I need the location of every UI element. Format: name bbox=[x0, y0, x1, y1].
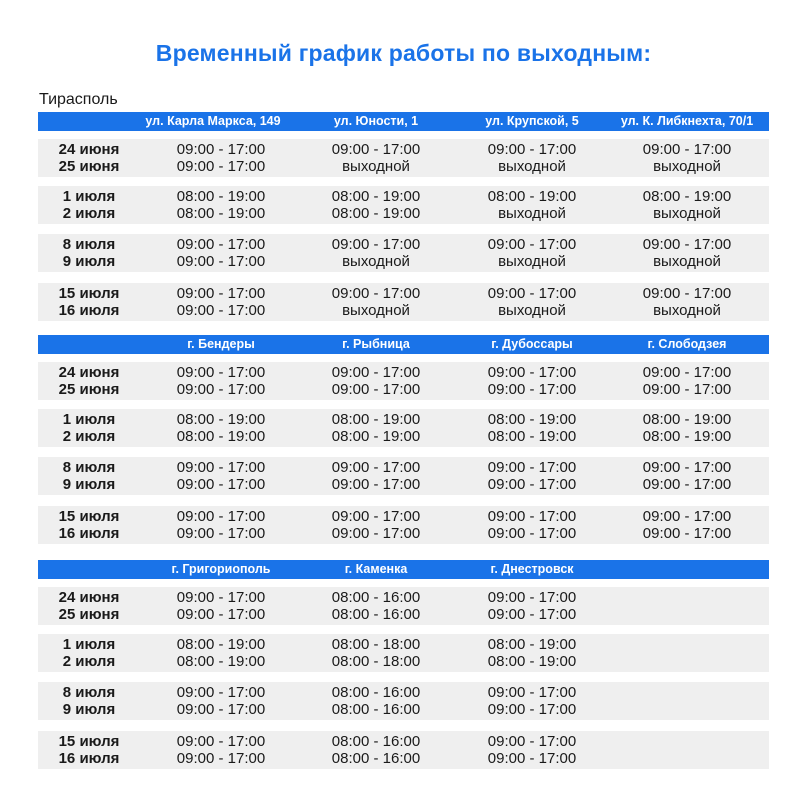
hours-value: 09:00 - 17:00 bbox=[331, 285, 421, 302]
hours-value: 09:00 - 17:00 bbox=[642, 381, 732, 398]
location-header: ул. Крупской, 5 bbox=[485, 114, 579, 128]
hours-value: выходной bbox=[653, 253, 721, 270]
hours-value: 08:00 - 16:00 bbox=[331, 606, 421, 623]
hours-value: 09:00 - 17:00 bbox=[176, 684, 266, 701]
hours-cell bbox=[457, 236, 607, 270]
hours-value: выходной bbox=[342, 253, 410, 270]
hours-value: 09:00 - 17:00 bbox=[176, 253, 266, 270]
location-header: г. Рыбница bbox=[342, 337, 410, 351]
date-label: 9 июля bbox=[62, 476, 116, 493]
hours-value: 09:00 - 17:00 bbox=[487, 750, 577, 767]
hours-value: 09:00 - 17:00 bbox=[176, 701, 266, 718]
hours-value: 08:00 - 19:00 bbox=[176, 205, 266, 222]
hours-value: 09:00 - 17:00 bbox=[487, 733, 577, 750]
hours-cell bbox=[457, 459, 607, 493]
hours-value: 08:00 - 19:00 bbox=[176, 411, 266, 428]
hours-value: 08:00 - 19:00 bbox=[642, 188, 732, 205]
hours-cell bbox=[146, 141, 296, 175]
hours-cell bbox=[457, 411, 607, 445]
hours-value: 09:00 - 17:00 bbox=[642, 476, 732, 493]
hours-value: 09:00 - 17:00 bbox=[176, 459, 266, 476]
hours-cell bbox=[612, 285, 762, 319]
location-header: ул. Карла Маркса, 149 bbox=[145, 114, 281, 128]
date-label: 8 июля bbox=[62, 236, 116, 253]
hours-value: 09:00 - 17:00 bbox=[487, 236, 577, 253]
schedule-block bbox=[38, 560, 769, 780]
hours-value: 08:00 - 19:00 bbox=[176, 188, 266, 205]
hours-cell bbox=[301, 285, 451, 319]
row-dates bbox=[38, 733, 140, 767]
hours-value: выходной bbox=[342, 302, 410, 319]
hours-value: 08:00 - 19:00 bbox=[176, 653, 266, 670]
hours-cell bbox=[301, 236, 451, 270]
hours-cell bbox=[301, 733, 451, 767]
date-label: 9 июля bbox=[62, 701, 116, 718]
date-label: 25 июня bbox=[58, 606, 120, 623]
hours-value: 09:00 - 17:00 bbox=[642, 141, 732, 158]
hours-value: 09:00 - 17:00 bbox=[176, 508, 266, 525]
hours-value: 09:00 - 17:00 bbox=[331, 364, 421, 381]
hours-value: 09:00 - 17:00 bbox=[642, 525, 732, 542]
hours-value: 09:00 - 17:00 bbox=[487, 701, 577, 718]
table-row bbox=[38, 634, 769, 672]
date-label: 24 июня bbox=[58, 141, 120, 158]
table-row bbox=[38, 139, 769, 177]
hours-cell bbox=[146, 733, 296, 767]
hours-value: 08:00 - 16:00 bbox=[331, 589, 421, 606]
row-dates bbox=[38, 236, 140, 270]
hours-cell bbox=[146, 508, 296, 542]
row-dates bbox=[38, 411, 140, 445]
hours-value: 08:00 - 19:00 bbox=[487, 411, 577, 428]
hours-cell bbox=[146, 411, 296, 445]
hours-value: 09:00 - 17:00 bbox=[176, 302, 266, 319]
table-row bbox=[38, 457, 769, 495]
hours-value: 08:00 - 19:00 bbox=[331, 205, 421, 222]
date-label: 2 июля bbox=[62, 428, 116, 445]
hours-value: 08:00 - 19:00 bbox=[176, 428, 266, 445]
hours-value: 09:00 - 17:00 bbox=[487, 684, 577, 701]
hours-value: выходной bbox=[498, 158, 566, 175]
hours-value: 08:00 - 19:00 bbox=[642, 428, 732, 445]
row-dates bbox=[38, 589, 140, 623]
hours-value: 09:00 - 17:00 bbox=[176, 141, 266, 158]
date-label: 15 июля bbox=[58, 285, 120, 302]
hours-value: 09:00 - 17:00 bbox=[642, 508, 732, 525]
hours-value: 09:00 - 17:00 bbox=[642, 364, 732, 381]
hours-cell bbox=[146, 459, 296, 493]
hours-value: 09:00 - 17:00 bbox=[331, 459, 421, 476]
hours-value: 09:00 - 17:00 bbox=[176, 733, 266, 750]
row-dates bbox=[38, 508, 140, 542]
table-row bbox=[38, 186, 769, 224]
hours-value: 09:00 - 17:00 bbox=[487, 606, 577, 623]
hours-value: выходной bbox=[653, 302, 721, 319]
hours-cell bbox=[146, 364, 296, 398]
location-header: г. Бендеры bbox=[187, 337, 255, 351]
hours-value: 09:00 - 17:00 bbox=[487, 508, 577, 525]
hours-cell bbox=[301, 411, 451, 445]
hours-value: 08:00 - 16:00 bbox=[331, 684, 421, 701]
row-dates bbox=[38, 188, 140, 222]
date-label: 15 июля bbox=[58, 733, 120, 750]
hours-cell bbox=[146, 236, 296, 270]
date-label: 16 июля bbox=[58, 525, 120, 542]
hours-cell bbox=[301, 684, 451, 718]
row-dates bbox=[38, 141, 140, 175]
date-label: 2 июля bbox=[62, 205, 116, 222]
hours-cell bbox=[146, 188, 296, 222]
table-row bbox=[38, 409, 769, 447]
hours-value: 08:00 - 19:00 bbox=[487, 428, 577, 445]
hours-value: 09:00 - 17:00 bbox=[487, 285, 577, 302]
hours-value: 08:00 - 16:00 bbox=[331, 733, 421, 750]
page-title: Временный график работы по выходным: bbox=[155, 40, 652, 66]
hours-value: 09:00 - 17:00 bbox=[487, 476, 577, 493]
schedule-block bbox=[38, 112, 769, 332]
date-label: 24 июня bbox=[58, 589, 120, 606]
hours-value: 08:00 - 19:00 bbox=[331, 428, 421, 445]
hours-cell bbox=[612, 188, 762, 222]
row-dates bbox=[38, 285, 140, 319]
hours-cell bbox=[457, 636, 607, 670]
hours-value: 09:00 - 17:00 bbox=[176, 750, 266, 767]
hours-value: выходной bbox=[498, 205, 566, 222]
hours-value: 08:00 - 19:00 bbox=[487, 636, 577, 653]
hours-value: 09:00 - 17:00 bbox=[331, 476, 421, 493]
hours-value: 09:00 - 17:00 bbox=[176, 476, 266, 493]
city-label: Тирасполь bbox=[39, 91, 118, 108]
location-header: ул. К. Либкнехта, 70/1 bbox=[620, 114, 754, 128]
hours-value: 08:00 - 19:00 bbox=[331, 411, 421, 428]
hours-cell bbox=[612, 236, 762, 270]
hours-value: 08:00 - 19:00 bbox=[487, 653, 577, 670]
location-header-bar bbox=[38, 560, 769, 579]
hours-value: 09:00 - 17:00 bbox=[487, 364, 577, 381]
location-header-bar bbox=[38, 112, 769, 131]
date-label: 9 июля bbox=[62, 253, 116, 270]
hours-value: 08:00 - 16:00 bbox=[331, 750, 421, 767]
hours-value: 09:00 - 17:00 bbox=[487, 589, 577, 606]
row-dates bbox=[38, 636, 140, 670]
hours-cell bbox=[301, 364, 451, 398]
hours-value: 08:00 - 19:00 bbox=[331, 188, 421, 205]
hours-cell bbox=[612, 411, 762, 445]
hours-value: выходной bbox=[498, 302, 566, 319]
hours-value: 09:00 - 17:00 bbox=[642, 236, 732, 253]
date-label: 1 июля bbox=[62, 188, 116, 205]
date-label: 16 июля bbox=[58, 750, 120, 767]
table-row bbox=[38, 234, 769, 272]
hours-value: 08:00 - 19:00 bbox=[642, 411, 732, 428]
hours-value: 08:00 - 18:00 bbox=[331, 653, 421, 670]
table-row bbox=[38, 362, 769, 400]
hours-cell bbox=[301, 636, 451, 670]
hours-value: выходной bbox=[498, 253, 566, 270]
hours-cell bbox=[457, 285, 607, 319]
location-header: ул. Юности, 1 bbox=[333, 114, 419, 128]
hours-value: 09:00 - 17:00 bbox=[331, 508, 421, 525]
location-header: г. Каменка bbox=[344, 562, 408, 576]
date-label: 1 июля bbox=[62, 636, 116, 653]
hours-cell bbox=[301, 141, 451, 175]
hours-value: 09:00 - 17:00 bbox=[642, 285, 732, 302]
location-header-bar bbox=[38, 335, 769, 354]
table-row bbox=[38, 587, 769, 625]
hours-cell bbox=[612, 459, 762, 493]
row-dates bbox=[38, 684, 140, 718]
hours-value: выходной bbox=[653, 205, 721, 222]
hours-value: 09:00 - 17:00 bbox=[176, 364, 266, 381]
location-header: г. Слободзея bbox=[647, 337, 727, 351]
hours-value: 09:00 - 17:00 bbox=[331, 236, 421, 253]
date-label: 2 июля bbox=[62, 653, 116, 670]
location-header: г. Дубоссары bbox=[491, 337, 573, 351]
schedule-block bbox=[38, 335, 769, 555]
hours-value: 08:00 - 18:00 bbox=[331, 636, 421, 653]
hours-value: 09:00 - 17:00 bbox=[331, 141, 421, 158]
hours-cell bbox=[457, 733, 607, 767]
hours-cell bbox=[457, 188, 607, 222]
hours-value: 09:00 - 17:00 bbox=[176, 236, 266, 253]
hours-value: 09:00 - 17:00 bbox=[331, 525, 421, 542]
hours-value: 09:00 - 17:00 bbox=[487, 459, 577, 476]
table-row bbox=[38, 731, 769, 769]
hours-value: 08:00 - 19:00 bbox=[176, 636, 266, 653]
hours-cell bbox=[457, 508, 607, 542]
table-row bbox=[38, 682, 769, 720]
hours-value: 09:00 - 17:00 bbox=[176, 381, 266, 398]
date-label: 15 июля bbox=[58, 508, 120, 525]
date-label: 8 июля bbox=[62, 684, 116, 701]
hours-cell bbox=[301, 459, 451, 493]
row-dates bbox=[38, 364, 140, 398]
hours-cell bbox=[457, 684, 607, 718]
hours-cell bbox=[612, 508, 762, 542]
hours-value: 09:00 - 17:00 bbox=[331, 381, 421, 398]
hours-value: выходной bbox=[342, 158, 410, 175]
date-label: 1 июля bbox=[62, 411, 116, 428]
hours-value: 09:00 - 17:00 bbox=[487, 525, 577, 542]
table-row bbox=[38, 506, 769, 544]
hours-value: 09:00 - 17:00 bbox=[176, 285, 266, 302]
hours-value: 09:00 - 17:00 bbox=[176, 158, 266, 175]
hours-cell bbox=[301, 188, 451, 222]
hours-value: 09:00 - 17:00 bbox=[487, 141, 577, 158]
hours-cell bbox=[146, 285, 296, 319]
hours-value: 09:00 - 17:00 bbox=[176, 589, 266, 606]
table-row bbox=[38, 283, 769, 321]
date-label: 25 июня bbox=[58, 381, 120, 398]
hours-cell bbox=[146, 589, 296, 623]
hours-value: 08:00 - 19:00 bbox=[487, 188, 577, 205]
hours-cell bbox=[457, 364, 607, 398]
date-label: 16 июля bbox=[58, 302, 120, 319]
hours-cell bbox=[146, 636, 296, 670]
location-header: г. Днестровск bbox=[490, 562, 574, 576]
hours-cell bbox=[612, 141, 762, 175]
hours-value: 09:00 - 17:00 bbox=[487, 381, 577, 398]
row-dates bbox=[38, 459, 140, 493]
hours-cell bbox=[612, 364, 762, 398]
hours-cell bbox=[457, 589, 607, 623]
hours-value: выходной bbox=[653, 158, 721, 175]
location-header: г. Григориополь bbox=[171, 562, 271, 576]
date-label: 8 июля bbox=[62, 459, 116, 476]
hours-cell bbox=[301, 589, 451, 623]
hours-value: 09:00 - 17:00 bbox=[642, 459, 732, 476]
hours-cell bbox=[146, 684, 296, 718]
date-label: 25 июня bbox=[58, 158, 120, 175]
hours-cell bbox=[301, 508, 451, 542]
hours-cell bbox=[457, 141, 607, 175]
hours-value: 08:00 - 16:00 bbox=[331, 701, 421, 718]
hours-value: 09:00 - 17:00 bbox=[176, 606, 266, 623]
hours-value: 09:00 - 17:00 bbox=[176, 525, 266, 542]
date-label: 24 июня bbox=[58, 364, 120, 381]
